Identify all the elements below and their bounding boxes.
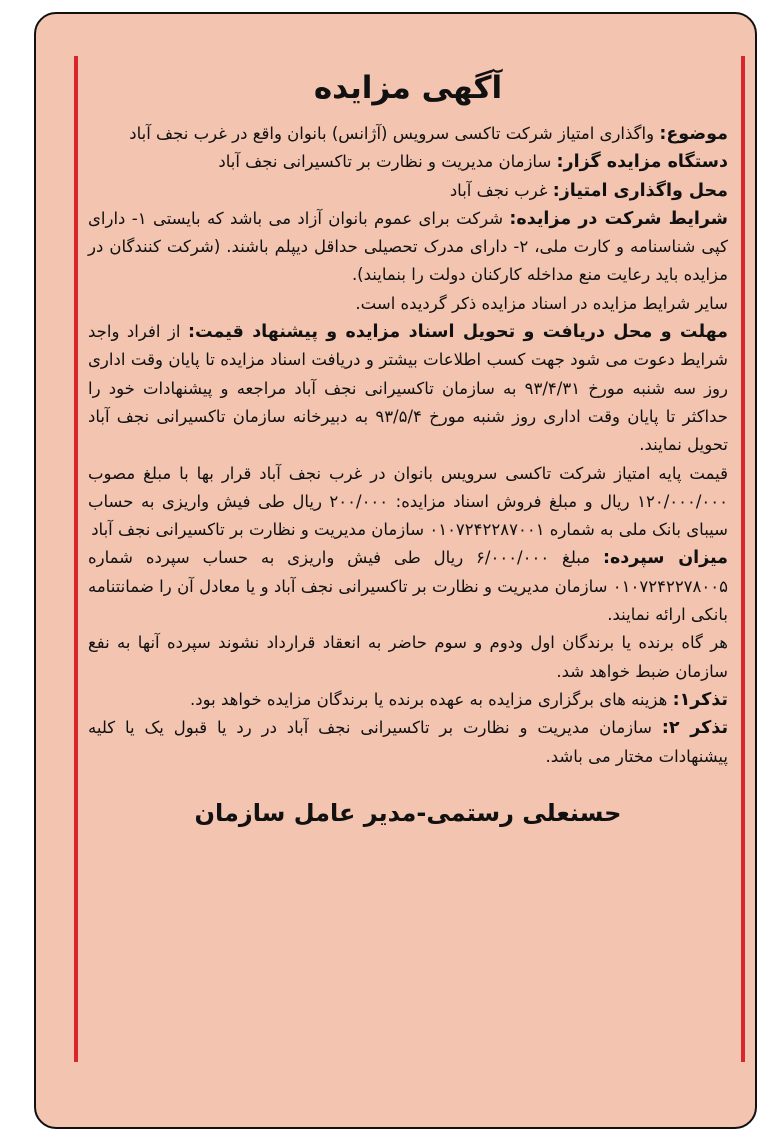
- other-conditions-line: سایر شرایط مزایده در اسناد مزایده ذکر گردیده است.: [355, 293, 728, 313]
- left-accent-bar: [74, 56, 78, 1062]
- location-label: محل واگذاری امتیاز:: [552, 180, 728, 201]
- base-price-paragraph: قیمت پایه امتیاز شرکت تاکسی سرویس بانوان در غرب نجف آباد قرار بها با مبلغ مصوب ۱۲۰/۰۰۰/۰۰۰ ریال و مبلغ فروش اسناد مزایده: ۲۰۰/۰۰۰ ریال طی فیش واریزی به حساب سیبای بانک ملی به شماره ۰۱۰۷۲۴۲۲۸۷۰۰۱ سازمان مدیریت و نظارت بر تاکسیرانی نجف آباد: [88, 463, 728, 540]
- forfeit-paragraph: هر گاه برنده یا برندگان اول ودوم و سوم حاضر به انعقاد قرارداد نشوند سپرده آنها به نفع سازمان ضبط خواهد شد.: [88, 633, 728, 681]
- note2-label: تذکر ۲:: [661, 718, 729, 739]
- location-text: غرب نجف آباد: [449, 180, 548, 200]
- note1-label: تذکر۱:: [672, 689, 728, 710]
- note2-paragraph: [88, 714, 728, 771]
- organizer-label: دستگاه مزایده گزار:: [556, 152, 728, 173]
- note1-line: [88, 686, 728, 714]
- subject-text: واگذاری امتیاز شرکت تاکسی سرویس (آژانس) بانوان واقع در غرب نجف آباد: [129, 124, 655, 143]
- conditions-paragraph: [88, 205, 728, 290]
- organizer-line: [88, 148, 728, 176]
- note1-text: هزینه های برگزاری مزایده به عهده برنده یا برندگان مزایده خواهد بود.: [190, 689, 668, 709]
- conditions-label: شرایط شرکت در مزایده:: [509, 208, 729, 229]
- note2-text: سازمان مدیریت و نظارت بر تاکسیرانی نجف آباد در رد یا قبول یک یا کلیه پیشنهادات مختار می باشد.: [88, 718, 728, 766]
- subject-line: [88, 120, 728, 148]
- deadline-paragraph: [88, 318, 728, 459]
- right-accent-bar: [741, 56, 745, 1062]
- organizer-text: سازمان مدیریت و نظارت بر تاکسیرانی نجف آباد: [218, 152, 552, 172]
- deposit-text: مبلغ ۶/۰۰۰/۰۰۰ ریال طی فیش واریزی به حساب سپرده شماره ۰۱۰۷۲۴۲۲۷۸۰۰۵ سازمان مدیریت و نظارت بر تاکسیرانی نجف آباد و یا معادل آن را ضمانتنامه بانکی ارائه نمایند.: [88, 548, 728, 625]
- notice-content: [88, 66, 728, 831]
- notice-title: آگهی مزایده: [313, 70, 503, 106]
- deadline-label: مهلت و محل دریافت و تحویل اسناد مزایده و پیشنهاد قیمت:: [187, 322, 728, 343]
- deposit-label: میزان سپرده:: [602, 548, 728, 569]
- deposit-paragraph: [88, 544, 728, 629]
- location-line: [88, 177, 728, 205]
- subject-label: موضوع:: [659, 124, 728, 144]
- signature-line: حسنعلی رستمی-مدیر عامل سازمان: [194, 798, 622, 827]
- conditions-text: شرکت برای عموم بانوان آزاد می باشد که بایستی ۱- دارای کپی شناسنامه و کارت ملی، ۲- دارای مدرک تحصیلی حداقل دیپلم باشند. (شرکت کنندگان در مزایده باید رعایت منع مداخله کارکنان دولت را بنمایند).: [88, 208, 728, 285]
- deadline-text: از افراد واجد شرایط دعوت می شود جهت کسب اطلاعات بیشتر و دریافت اسناد مزایده تا پایان وقت اداری روز سه شنبه مورخ ۹۳/۴/۳۱ به سازمان تاکسیرانی نجف آباد مراجعه و پیشنهادات خود را حداکثر تا پایان وقت اداری روز شنبه مورخ ۹۳/۵/۴ به دبیرخانه سازمان تاکسیرانی نجف آباد تحویل نمایند.: [88, 322, 728, 455]
